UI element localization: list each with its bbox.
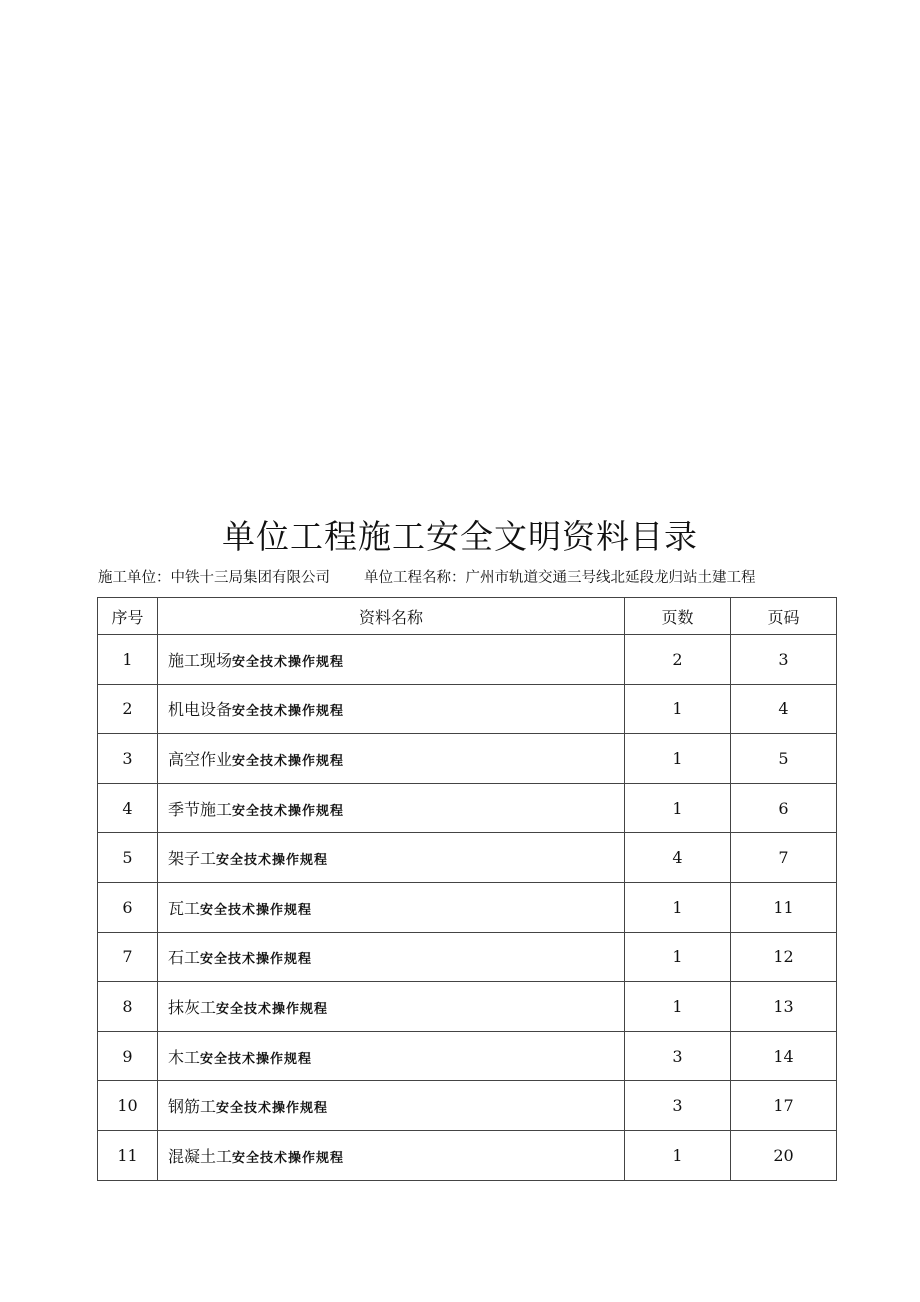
header-name: 资料名称 (158, 598, 625, 635)
row-page-no: 13 (731, 982, 837, 1032)
row-no: 6 (98, 882, 158, 932)
row-no: 11 (98, 1130, 158, 1180)
row-pages: 4 (625, 833, 731, 883)
contractor-label: 施工单位：中铁十三局集团有限公司 (98, 570, 330, 586)
row-pages: 1 (625, 684, 731, 734)
row-page-no: 12 (731, 932, 837, 982)
table-row (98, 882, 837, 932)
row-name (158, 734, 625, 784)
table-row (98, 734, 837, 784)
table-row (98, 684, 837, 734)
table-row (98, 635, 837, 685)
row-name (158, 833, 625, 883)
row-no: 8 (98, 982, 158, 1032)
row-name (158, 882, 625, 932)
row-name-prefix: 机电设备 (168, 700, 233, 720)
header-pages: 页数 (625, 598, 731, 635)
header-page-no: 页码 (731, 598, 837, 635)
row-name-suffix: 安全技术操作规程 (200, 1051, 313, 1067)
row-no: 5 (98, 833, 158, 883)
table-row (98, 982, 837, 1032)
row-name-prefix: 混凝土工 (168, 1146, 233, 1166)
row-no: 2 (98, 684, 158, 734)
row-page-no: 11 (731, 882, 837, 932)
row-pages: 2 (625, 635, 731, 685)
document-title: 单位工程施工安全文明资料目录 (222, 517, 698, 556)
row-name (158, 635, 625, 685)
project-label: 单位工程名称：广州市轨道交通三号线北延段龙归站土建工程 (364, 570, 756, 586)
row-name-suffix: 安全技术操作规程 (216, 1001, 329, 1017)
row-pages: 3 (625, 1081, 731, 1131)
row-pages: 1 (625, 982, 731, 1032)
row-pages: 1 (625, 783, 731, 833)
document-meta (98, 568, 838, 588)
row-no: 9 (98, 1031, 158, 1081)
row-name-prefix: 高空作业 (168, 749, 233, 769)
row-pages: 1 (625, 1130, 731, 1180)
row-name (158, 783, 625, 833)
row-name-prefix: 钢筋工 (168, 1097, 217, 1117)
row-name-prefix: 抹灰工 (168, 997, 217, 1017)
row-page-no: 3 (731, 635, 837, 685)
row-name (158, 932, 625, 982)
row-name (158, 982, 625, 1032)
row-name-prefix: 瓦工 (168, 898, 201, 918)
header-no: 序号 (98, 598, 158, 635)
table-body (98, 635, 837, 1181)
row-page-no: 14 (731, 1031, 837, 1081)
row-name-prefix: 木工 (168, 1047, 201, 1067)
row-name-prefix: 石工 (168, 948, 201, 968)
row-name-suffix: 安全技术操作规程 (200, 902, 313, 918)
table-row (98, 833, 837, 883)
row-page-no: 5 (731, 734, 837, 784)
row-name-suffix: 安全技术操作规程 (200, 952, 313, 968)
row-no: 1 (98, 635, 158, 685)
row-page-no: 6 (731, 783, 837, 833)
row-page-no: 20 (731, 1130, 837, 1180)
row-pages: 1 (625, 932, 731, 982)
row-name-suffix: 安全技术操作规程 (232, 654, 345, 670)
row-page-no: 7 (731, 833, 837, 883)
row-no: 3 (98, 734, 158, 784)
row-pages: 1 (625, 734, 731, 784)
row-name (158, 1130, 625, 1180)
row-name-suffix: 安全技术操作规程 (232, 704, 345, 720)
row-name-suffix: 安全技术操作规程 (216, 1101, 329, 1117)
row-name (158, 684, 625, 734)
row-no: 10 (98, 1081, 158, 1131)
row-name-suffix: 安全技术操作规程 (232, 803, 345, 819)
row-name-suffix: 安全技术操作规程 (232, 753, 345, 769)
table-row (98, 1081, 837, 1131)
table-row (98, 1130, 837, 1180)
row-page-no: 17 (731, 1081, 837, 1131)
table-header-row (98, 598, 837, 635)
contents-table (97, 597, 837, 1181)
row-name (158, 1031, 625, 1081)
row-no: 4 (98, 783, 158, 833)
table-row (98, 783, 837, 833)
row-no: 7 (98, 932, 158, 982)
row-page-no: 4 (731, 684, 837, 734)
row-name-prefix: 施工现场 (168, 650, 233, 670)
row-name-suffix: 安全技术操作规程 (232, 1150, 345, 1166)
table-row (98, 932, 837, 982)
row-name-prefix: 架子工 (168, 849, 217, 869)
row-name-suffix: 安全技术操作规程 (216, 853, 329, 869)
row-name (158, 1081, 625, 1131)
table-row (98, 1031, 837, 1081)
row-pages: 3 (625, 1031, 731, 1081)
row-name-prefix: 季节施工 (168, 799, 233, 819)
row-pages: 1 (625, 882, 731, 932)
